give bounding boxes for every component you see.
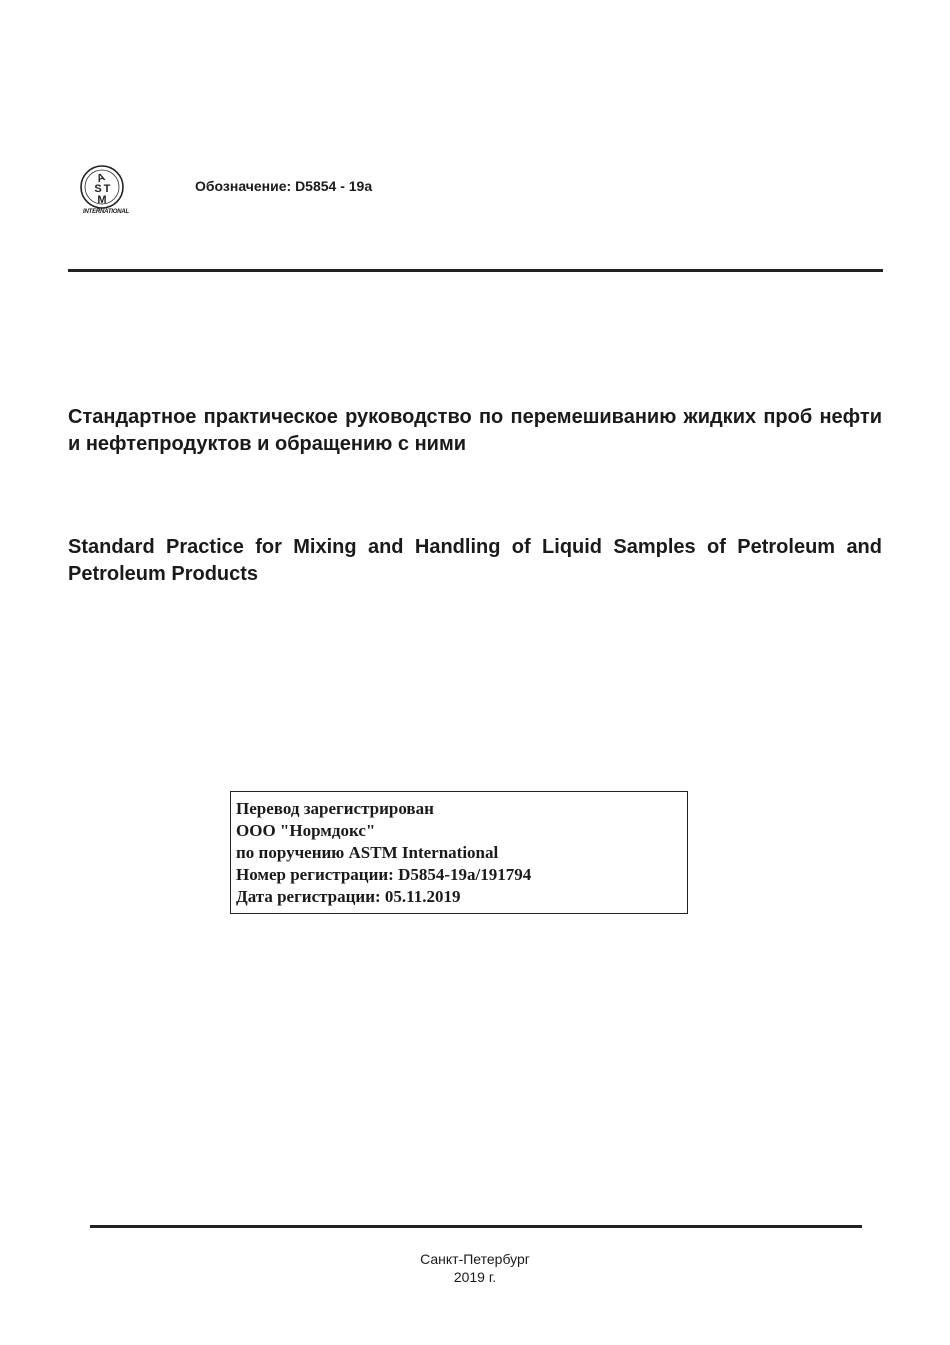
svg-text:A: A	[95, 171, 107, 186]
astm-logo	[78, 163, 132, 223]
bottom-divider	[90, 1225, 862, 1228]
registration-line-2: ООО "Нормдокс"	[236, 821, 376, 840]
registration-line-3: по поручению ASTM International	[236, 843, 499, 862]
top-divider	[68, 269, 883, 272]
svg-text:M: M	[97, 194, 107, 206]
title-russian: Стандартное практическое руководство по перемешиванию жидких проб нефти и нефтепродуктов и обращению с ними	[68, 406, 882, 455]
registration-date: Дата регистрации: 05.11.2019	[236, 887, 461, 906]
footer-city: Санкт-Петербург	[420, 1251, 530, 1267]
footer-year: 2019 г.	[453, 1269, 497, 1285]
registration-number: Номер регистрации: D5854-19a/191794	[236, 865, 532, 884]
svg-text:S: S	[94, 183, 102, 195]
logo-subtext: INTERNATIONAL	[83, 209, 129, 215]
registration-box	[230, 791, 688, 914]
title-english: Standard Practice for Mixing and Handling of Liquid Samples of Petroleum and Petroleum Products	[68, 536, 882, 585]
footer-imprint	[0, 1250, 950, 1286]
svg-text:T: T	[103, 183, 111, 195]
registration-line-1: Перевод зарегистрирован	[236, 799, 434, 818]
document-designation: Обозначение: D5854 - 19a	[195, 178, 373, 194]
